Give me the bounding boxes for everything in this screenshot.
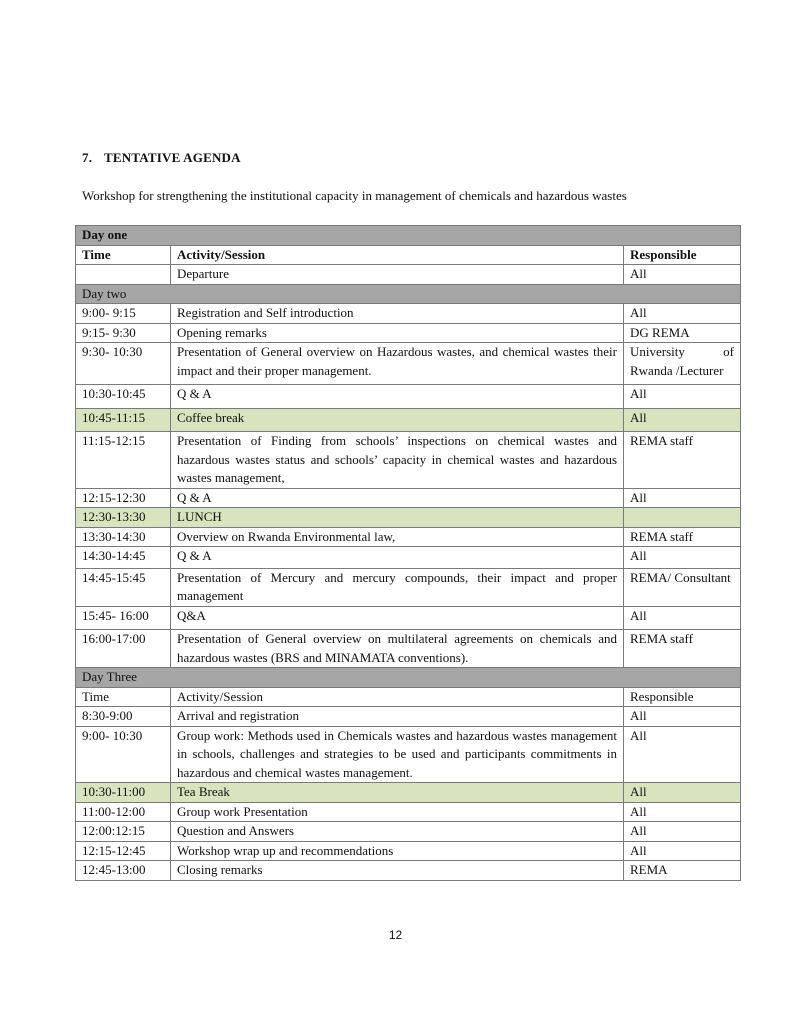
day-header-row (76, 226, 741, 246)
time-cell: 12:15-12:45 (76, 841, 171, 861)
table-row (76, 568, 741, 606)
day-label: Day two (76, 284, 741, 304)
responsible-cell: All (624, 488, 741, 508)
activity-cell: Presentation of Mercury and mercury compounds, their impact and proper management (171, 568, 624, 606)
time-cell: 10:45-11:15 (76, 408, 171, 432)
activity-cell: Group work: Methods used in Chemicals wastes and hazardous wastes management in schools, challenges and strategies to be used and participants commitments in hazardous and chemical wastes management. (171, 726, 624, 783)
time-cell: 12:45-13:00 (76, 861, 171, 881)
time-cell: 8:30-9:00 (76, 707, 171, 727)
activity-cell: Q & A (171, 547, 624, 569)
activity-cell: Tea Break (171, 783, 624, 803)
activity-cell: Departure (171, 265, 624, 285)
time-cell: 9:00- 9:15 (76, 304, 171, 324)
time-cell: 12:15-12:30 (76, 488, 171, 508)
table-row (76, 547, 741, 569)
day-header-row (76, 668, 741, 688)
time-cell: 11:15-12:15 (76, 432, 171, 489)
activity-cell: LUNCH (171, 508, 624, 528)
responsible-cell: All (624, 841, 741, 861)
table-row (76, 265, 741, 285)
activity-cell: Q&A (171, 606, 624, 630)
responsible-cell: REMA staff (624, 432, 741, 489)
responsible-cell: All (624, 385, 741, 409)
table-row (76, 432, 741, 489)
time-cell: 12:30-13:30 (76, 508, 171, 528)
page-number: 12 (388, 928, 403, 942)
time-cell: 10:30-11:00 (76, 783, 171, 803)
time-cell: 9:00- 10:30 (76, 726, 171, 783)
activity-cell: Activity/Session (171, 687, 624, 707)
table-row (76, 488, 741, 508)
responsible-cell: All (624, 707, 741, 727)
responsible-cell: Responsible (624, 687, 741, 707)
section-heading (82, 150, 241, 166)
agenda-table-body (76, 226, 741, 881)
time-cell: 9:30- 10:30 (76, 343, 171, 385)
responsible-cell: All (624, 547, 741, 569)
table-row (76, 841, 741, 861)
break-row (76, 783, 741, 803)
activity-cell: Activity/Session (171, 245, 624, 265)
responsible-cell: All (624, 783, 741, 803)
activity-cell: Registration and Self introduction (171, 304, 624, 324)
time-cell: 13:30-14:30 (76, 527, 171, 547)
responsible-cell: DG REMA (624, 323, 741, 343)
responsible-cell: REMA staff (624, 630, 741, 668)
time-cell: 15:45- 16:00 (76, 606, 171, 630)
activity-cell: Presentation of General overview on multilateral agreements on chemicals and hazardous wastes (BRS and MINAMATA conventions). (171, 630, 624, 668)
day-header-row (76, 284, 741, 304)
responsible-cell: All (624, 304, 741, 324)
time-cell: 14:30-14:45 (76, 547, 171, 569)
activity-cell: Workshop wrap up and recommendations (171, 841, 624, 861)
time-cell (76, 265, 171, 285)
table-row (76, 822, 741, 842)
table-row (76, 343, 741, 385)
time-cell: 14:45-15:45 (76, 568, 171, 606)
responsible-cell: REMA (624, 861, 741, 881)
activity-cell: Arrival and registration (171, 707, 624, 727)
break-row (76, 508, 741, 528)
time-cell: 9:15- 9:30 (76, 323, 171, 343)
activity-cell: Q & A (171, 385, 624, 409)
break-row (76, 408, 741, 432)
activity-cell: Presentation of General overview on Hazardous wastes, and chemical wastes their impact and their proper management. (171, 343, 624, 385)
section-title: TENTATIVE AGENDA (104, 150, 241, 165)
time-cell: 12:00:12:15 (76, 822, 171, 842)
activity-cell: Overview on Rwanda Environmental law, (171, 527, 624, 547)
activity-cell: Presentation of Finding from schools’ inspections on chemical wastes and hazardous wastes status and schools’ capacity in chemical wastes and hazardous wastes management, (171, 432, 624, 489)
workshop-subtitle: Workshop for strengthening the institutional capacity in management of chemicals and hazardous wastes (82, 188, 627, 203)
activity-cell: Q & A (171, 488, 624, 508)
responsible-cell: Responsible (624, 245, 741, 265)
responsible-cell: All (624, 822, 741, 842)
table-row (76, 323, 741, 343)
responsible-cell: All (624, 408, 741, 432)
day-label: Day one (76, 226, 741, 246)
time-cell: 11:00-12:00 (76, 802, 171, 822)
responsible-cell: University of Rwanda /Lecturer (624, 343, 741, 385)
activity-cell: Opening remarks (171, 323, 624, 343)
column-header-row (76, 245, 741, 265)
activity-cell: Question and Answers (171, 822, 624, 842)
responsible-cell: All (624, 606, 741, 630)
table-row (76, 304, 741, 324)
time-cell: Time (76, 245, 171, 265)
time-cell: 16:00-17:00 (76, 630, 171, 668)
responsible-cell: REMA/ Consultant (624, 568, 741, 606)
table-row (76, 707, 741, 727)
table-row (76, 726, 741, 783)
table-row (76, 630, 741, 668)
table-row (76, 861, 741, 881)
agenda-table (75, 225, 741, 881)
responsible-cell (624, 508, 741, 528)
column-header-row (76, 687, 741, 707)
responsible-cell: All (624, 726, 741, 783)
table-row (76, 385, 741, 409)
table-row (76, 606, 741, 630)
responsible-cell: All (624, 265, 741, 285)
time-cell: 10:30-10:45 (76, 385, 171, 409)
section-number: 7. (82, 150, 93, 165)
day-label: Day Three (76, 668, 741, 688)
table-row (76, 527, 741, 547)
activity-cell: Coffee break (171, 408, 624, 432)
activity-cell: Group work Presentation (171, 802, 624, 822)
activity-cell: Closing remarks (171, 861, 624, 881)
time-cell: Time (76, 687, 171, 707)
responsible-cell: All (624, 802, 741, 822)
table-row (76, 802, 741, 822)
responsible-cell: REMA staff (624, 527, 741, 547)
